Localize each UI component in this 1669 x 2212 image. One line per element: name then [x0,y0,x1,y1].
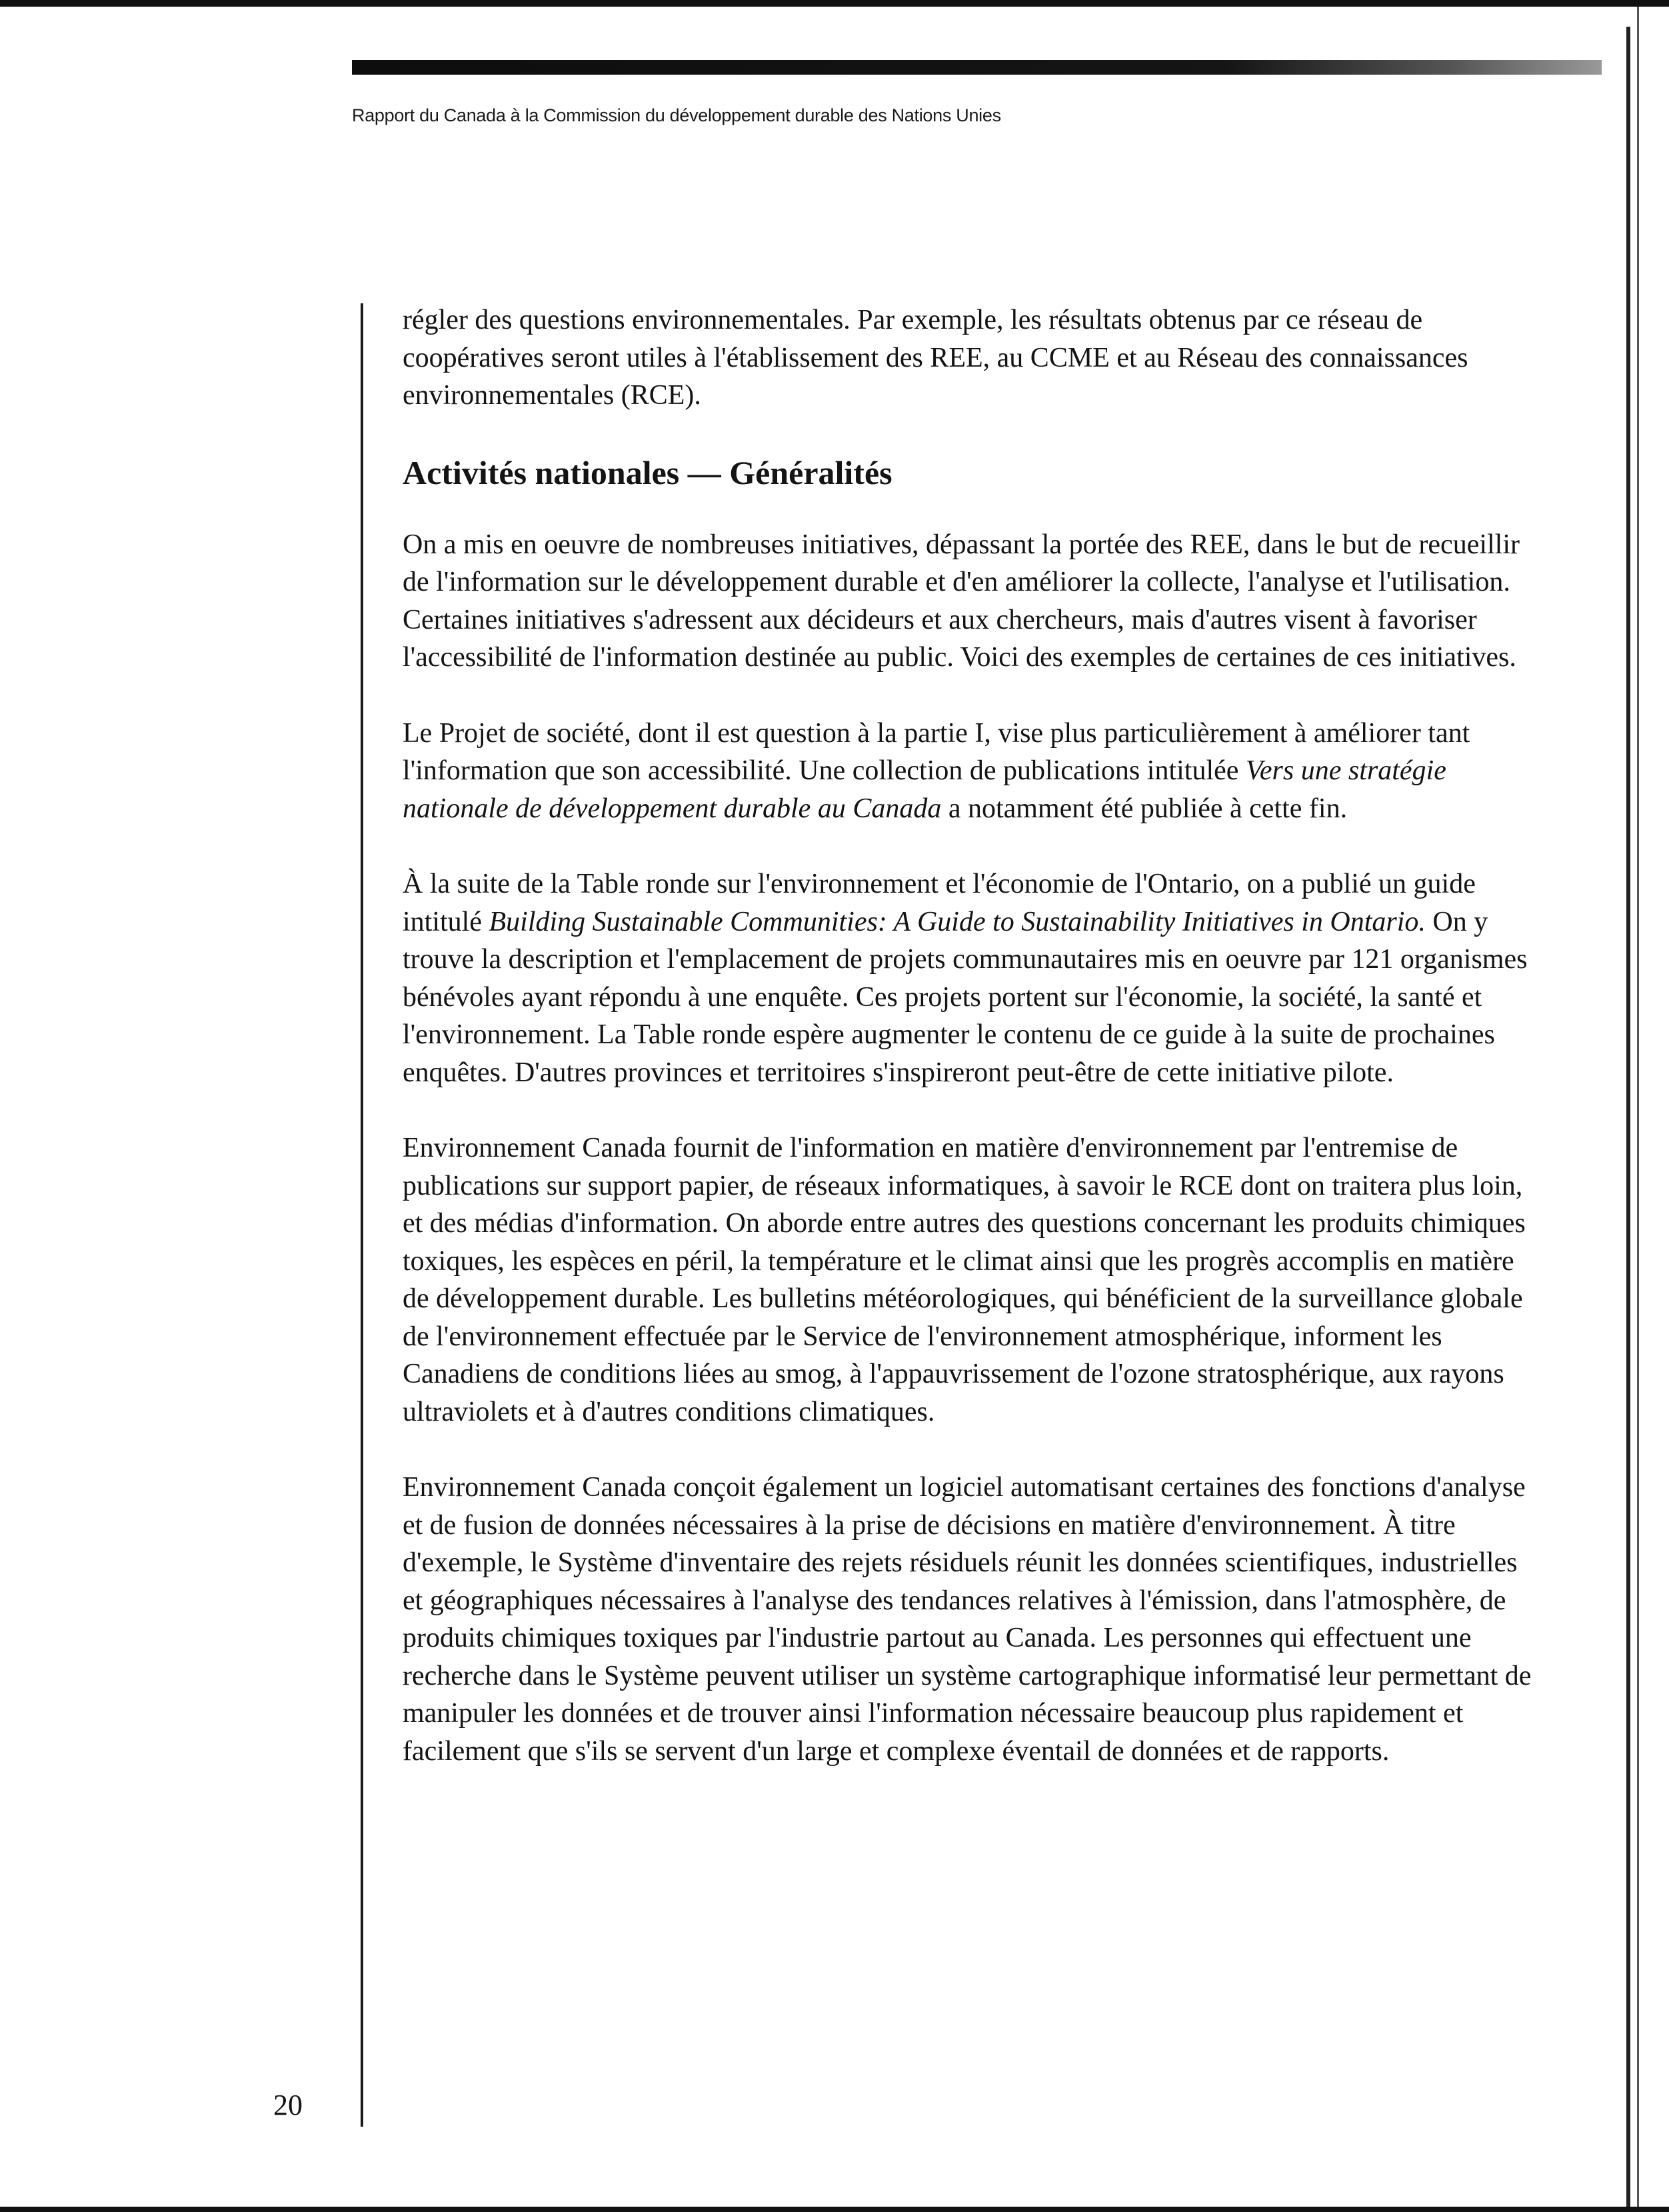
page-right-border [1626,27,1630,2207]
main-text [403,301,1536,1808]
paragraph-environnement-canada-information: Environnement Canada fournit de l'information en matière d'environnement par l'entremise de publications sur support papier, de réseaux informatiques, à savoir le RCE dont on traitera plus loin, et des médias d'information. On aborde entre autres des questions concernant les produits chimiques toxiques, les espèces en péril, la température et le climat ainsi que les progrès accomplis en matière de développement durable. Les bulletins météorologiques, qui bénéficient de la surveillance globale de l'environnement effectuée par le Service de l'environnement atmosphérique, informent les Canadiens de conditions liées au smog, à l'appauvrissement de l'ozone stratosphérique, aux rayons ultraviolets et à d'autres conditions climatiques. [403,1133,1526,1427]
paragraph-text: À la suite de la Table ronde sur l'environnement et l'économie de l'Ontario, on a publié un guide intitulé [403,869,1476,937]
scan-right-edge [1637,7,1639,2207]
paragraph-environnement-canada-logiciel: Environnement Canada conçoit également un logiciel automatisant certaines des fonctions d'analyse et de fusion de données nécessaires à la prise de décisions en matière d'environnement. À titre d'exemple, le Système d'inventaire des rejets résiduels réunit les données scientifiques, industrielles et géographiques nécessaires à l'analyse des tendances relatives à l'émission, dans l'atmosphère, de produits chimiques toxiques par l'industrie partout au Canada. Les personnes qui effectuent une recherche dans le Système peuvent utiliser un système cartographique informatisé leur permettant de manipuler les données et de trouver ainsi l'information nécessaire beaucoup plus rapidement et facilement que s'ils se servent d'un large et complexe éventail de données et de rapports. [403,1472,1532,1767]
paragraph-text: Le Projet de société, dont il est question à la partie I, vise plus particulièrement à améliorer tant l'information que son accessibilité. Une collection de publications intitulée [403,717,1470,786]
scan-bottom-edge [0,2207,1669,2212]
section-heading: Activités nationales — Généralités [403,453,892,491]
paragraph-continuation: régler des questions environnementales. Par exemple, les résultats obtenus par ce réseau de coopératives seront utiles à l'établissement des REE, au CCME et au Réseau des connaissances environnementales (RCE). [403,305,1468,411]
paragraph-table-ronde-ontario [403,865,1536,1091]
paragraph-initiatives: On a mis en oeuvre de nombreuses initiatives, dépassant la portée des REE, dans le but de recueillir de l'information sur le développement durable et d'en améliorer la collecte, l'analyse et l'utilisation. Certaines initiatives s'adressent aux décideurs et aux chercheurs, mais d'autres visent à favoriser l'accessibilité de l'information destinée au public. Voici des exemples de certaines de ces initiatives. [403,529,1520,673]
margin-rule [361,303,363,2127]
paragraph-projet-de-societe [403,715,1536,828]
page-number: 20 [273,2089,303,2121]
publication-title: Vers une stratégie nationale de développement durable au Canada [403,755,1446,824]
paragraph-text: On y trouve la description et l'emplacement de projets communautaires mis en oeuvre par 121 organismes bénévoles ayant répondu à une enquête. Ces projets portent sur l'économie, la société, la santé et l'environnement. La Table ronde espère augmenter le contenu de ce guide à la suite de prochaines enquêtes. D'autres provinces et territoires s'inspireront peut-être de cette initiative pilote. [403,906,1528,1088]
paragraph-text: a notamment été publiée à cette fin. [941,793,1348,824]
scan-top-edge [0,0,1669,7]
guide-title: Building Sustainable Communities: A Guide to Sustainability Initiatives in Ontario. [489,906,1426,937]
running-header: Rapport du Canada à la Commission du développement durable des Nations Unies [352,105,1001,125]
header-rule [352,60,1602,75]
